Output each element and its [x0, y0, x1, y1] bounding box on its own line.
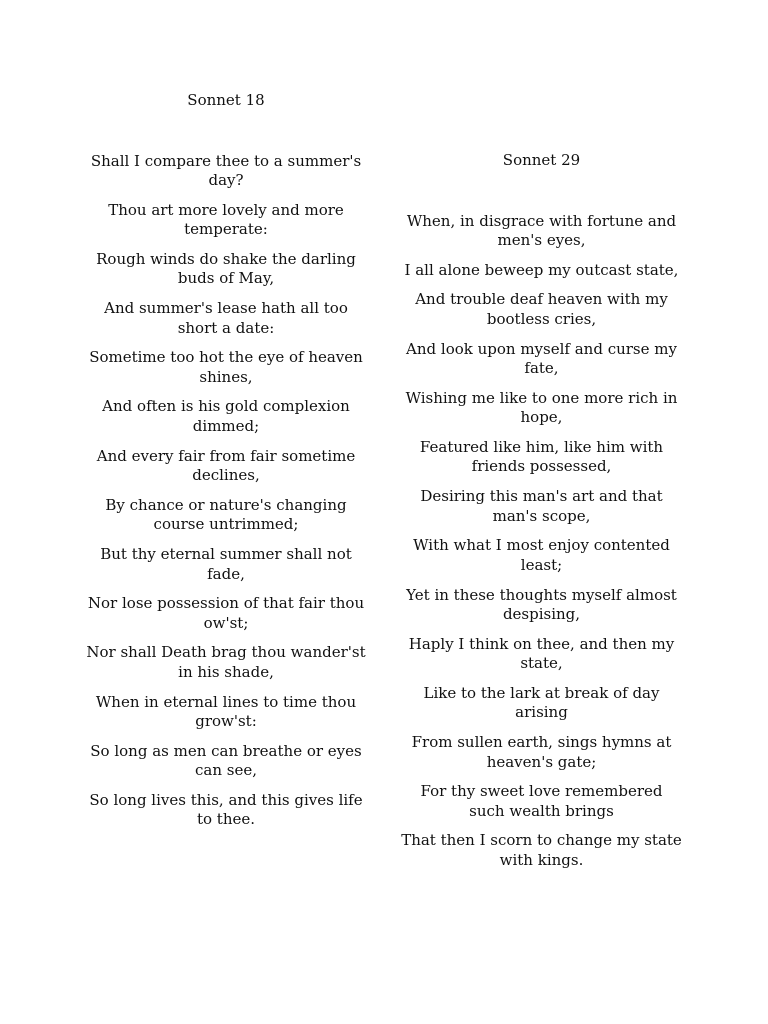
sonnet-18-lines — [86, 152, 366, 830]
poem-line: When, in disgrace with fortune and men's eyes, — [406, 211, 677, 249]
poem-line: Haply I think on thee, and then my state, — [408, 634, 675, 673]
poem-line: Thou art more lovely and more temperate: — [108, 200, 344, 239]
poem-line: That then I scorn to change my state with kings. — [401, 831, 682, 869]
poem-line: Rough winds do shake the darling buds of May, — [96, 249, 356, 288]
poem-line: And every fair from fair sometime declines, — [96, 446, 356, 485]
poem-line: Like to the lark at break of day arising — [423, 683, 660, 722]
poem-line: From sullen earth, sings hymns at heaven's gate; — [411, 733, 672, 771]
poem-line: Featured like him, like him with friends possessed, — [419, 437, 664, 476]
poem-line: Yet in these thoughts myself almost despising, — [406, 585, 677, 623]
sonnet-29-title: Sonnet 29 — [502, 151, 581, 169]
poem-line: And look upon myself and curse my fate, — [406, 339, 677, 378]
poem-line: But thy eternal summer shall not fade, — [100, 545, 352, 583]
poem-line: And often is his gold complexion dimmed; — [102, 397, 350, 435]
poem-line: Nor shall Death brag thou wander'st in his shade, — [86, 643, 366, 681]
poem-line: When in eternal lines to time thou grow'st: — [95, 692, 357, 731]
poem-line: Nor lose possession of that fair thou ow'st; — [87, 594, 365, 632]
poem-line: And trouble deaf heaven with my bootless cries, — [415, 290, 668, 328]
poem-line: For thy sweet love remembered such wealth brings — [420, 782, 663, 820]
sonnet-29-column — [401, 151, 682, 881]
poem-line: Desiring this man's art and that man's scope, — [420, 487, 663, 525]
poem-line: And summer's lease hath all too short a date: — [104, 299, 348, 337]
sonnet-29-lines — [401, 212, 682, 871]
poem-line: Wishing me like to one more rich in hope, — [405, 388, 678, 427]
poem-line: With what I most enjoy contented least; — [413, 536, 670, 574]
sonnet-18-title: Sonnet 18 — [187, 91, 265, 109]
poem-line: Shall I compare thee to a summer's day? — [90, 151, 362, 189]
poem-line: So long as men can breathe or eyes can see, — [90, 741, 362, 780]
poem-line: By chance or nature's changing course untrimmed; — [105, 495, 347, 534]
poem-line: So long lives this, and this gives life to thee. — [89, 790, 363, 829]
poem-line: Sometime too hot the eye of heaven shines, — [89, 348, 363, 386]
sonnet-18-column — [86, 91, 366, 840]
poem-line: I all alone beweep my outcast state, — [404, 260, 679, 279]
